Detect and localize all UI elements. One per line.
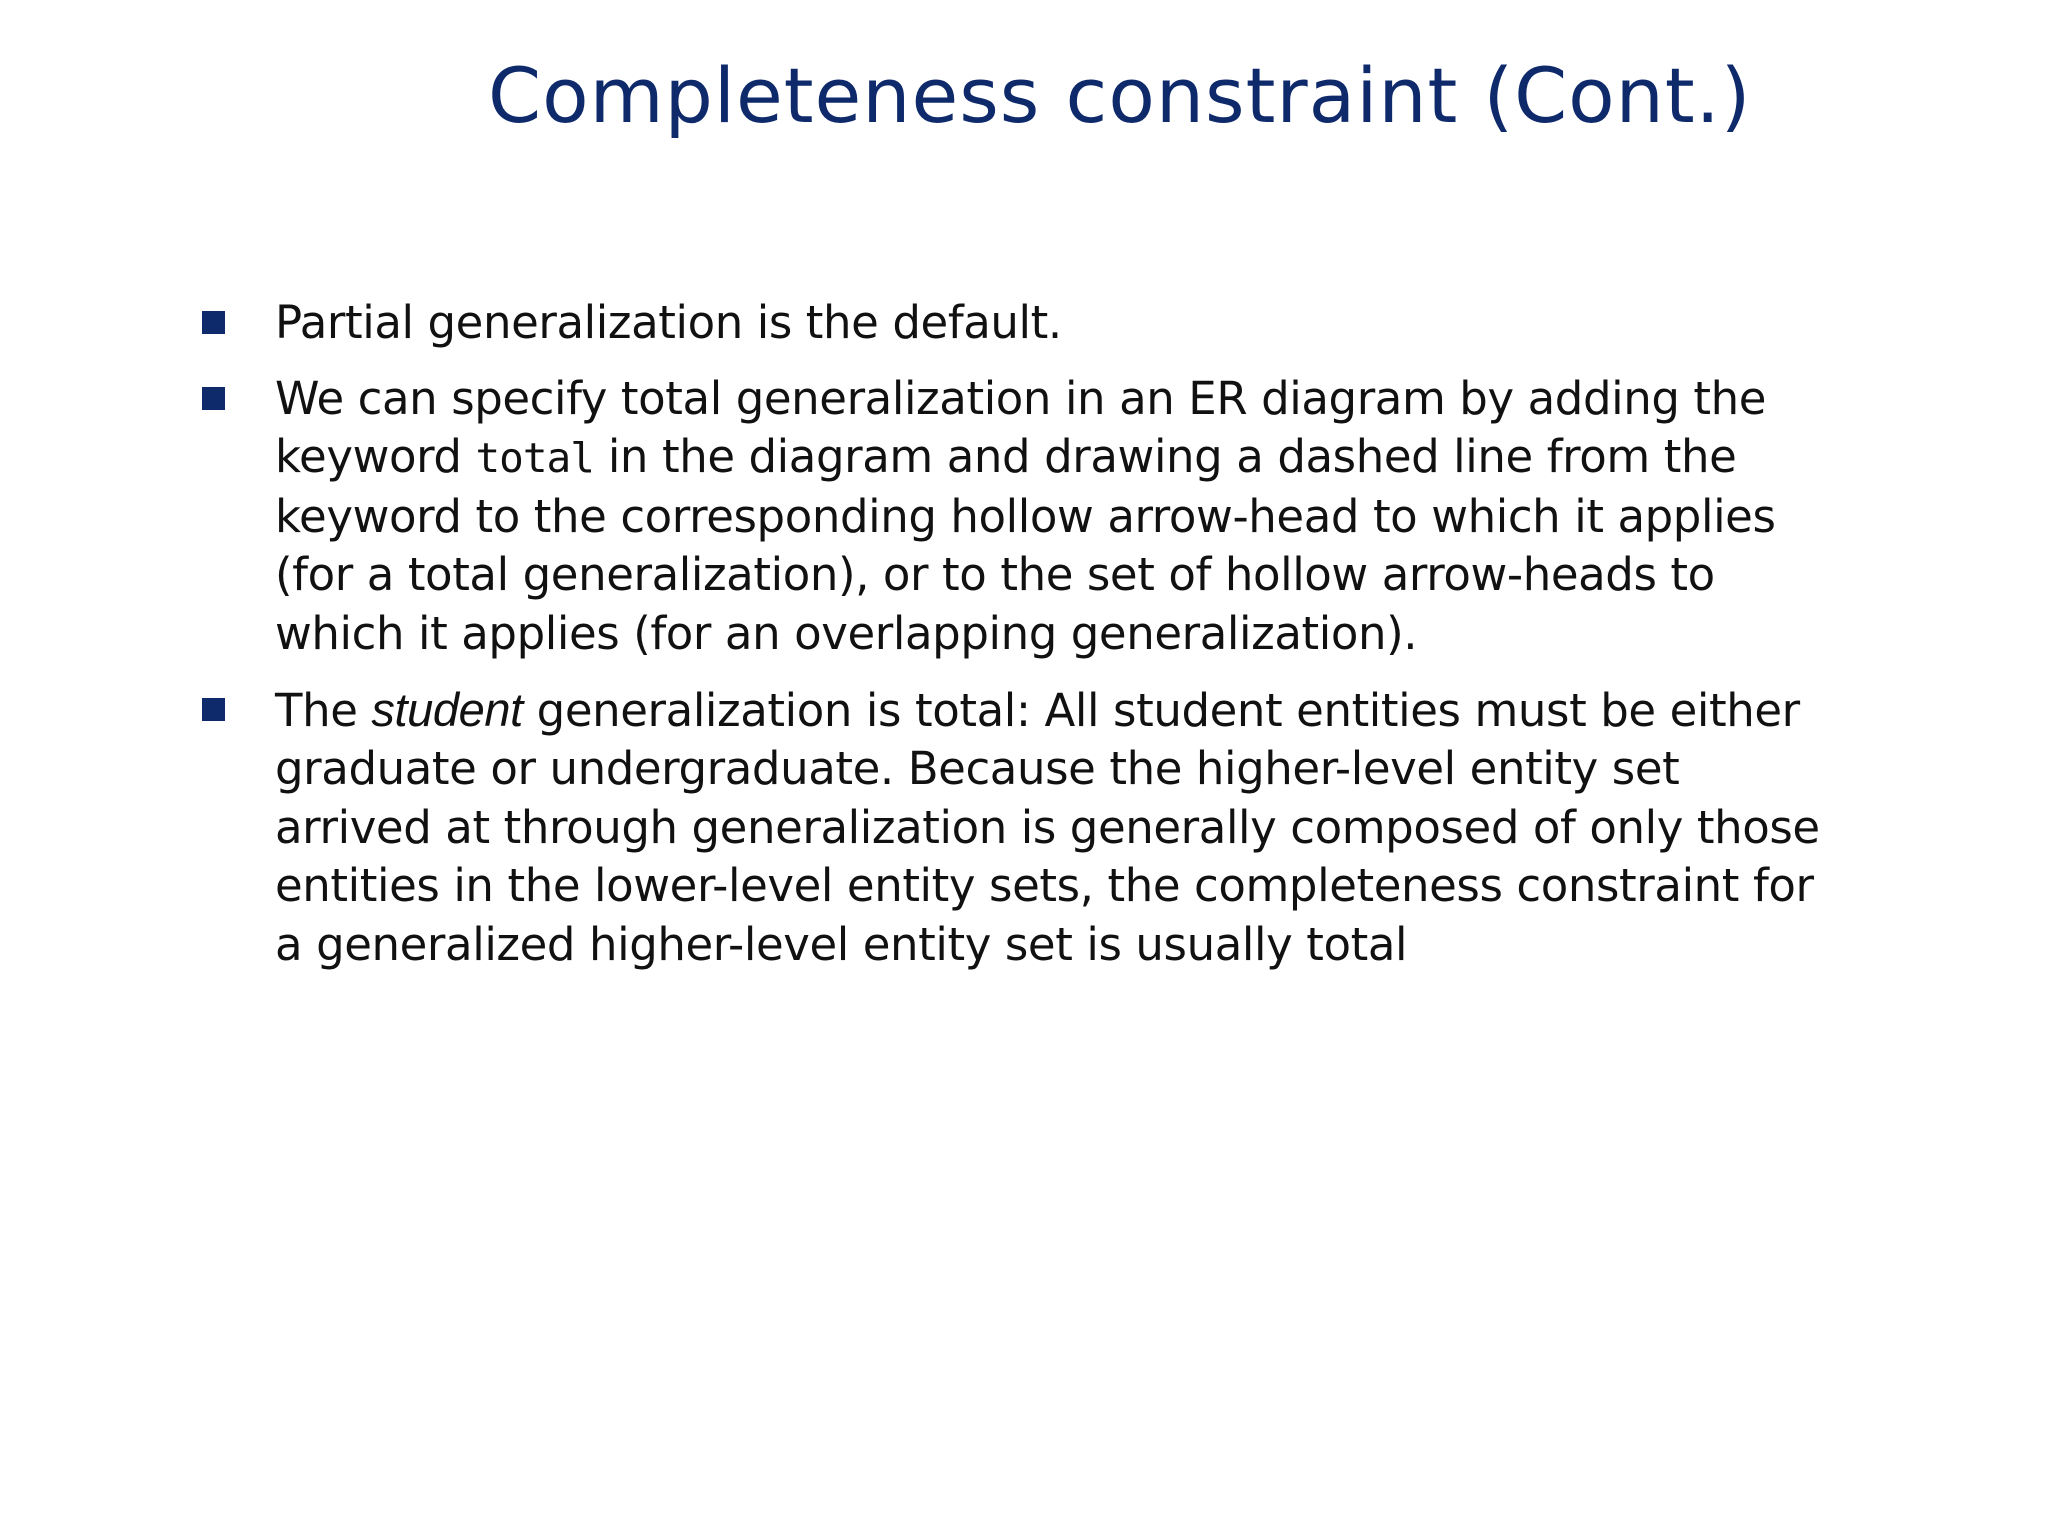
keyword-total: total: [475, 434, 594, 483]
bullet-item-total-generalization: [200, 370, 1840, 664]
square-bullet-icon: [202, 698, 225, 721]
bullet-text: Partial generalization is the default.: [275, 296, 1062, 349]
bullet-text-before: We can specify total generalization in an ER diagram by adding the keyword: [275, 371, 1767, 484]
square-bullet-icon: [202, 311, 225, 334]
bullet-text-before: The: [275, 683, 372, 737]
bullet-text-after: generalization is total: All student entities must be either graduate or undergraduate. Because the higher-level entity set arrived at through generalization is generally composed of only those entities in the lower-level entity sets, the completeness constraint for a generalized higher-level entity set is usually total: [275, 683, 1820, 971]
slide-title: Completeness constraint (Cont.): [488, 51, 1752, 140]
bullet-list: [200, 294, 1840, 992]
bullet-text-after: in the diagram and drawing a dashed line from the keyword to the corresponding hollow arrow-head to which it applies (for a total generalization), or to the set of hollow arrow-heads to which it applies (for an overlapping generalization).: [275, 430, 1776, 660]
emphasis-student: student: [371, 682, 523, 736]
bullet-item-partial-default: [200, 294, 1840, 353]
bullet-item-student-generalization: [200, 681, 1840, 975]
square-bullet-icon: [202, 387, 225, 410]
